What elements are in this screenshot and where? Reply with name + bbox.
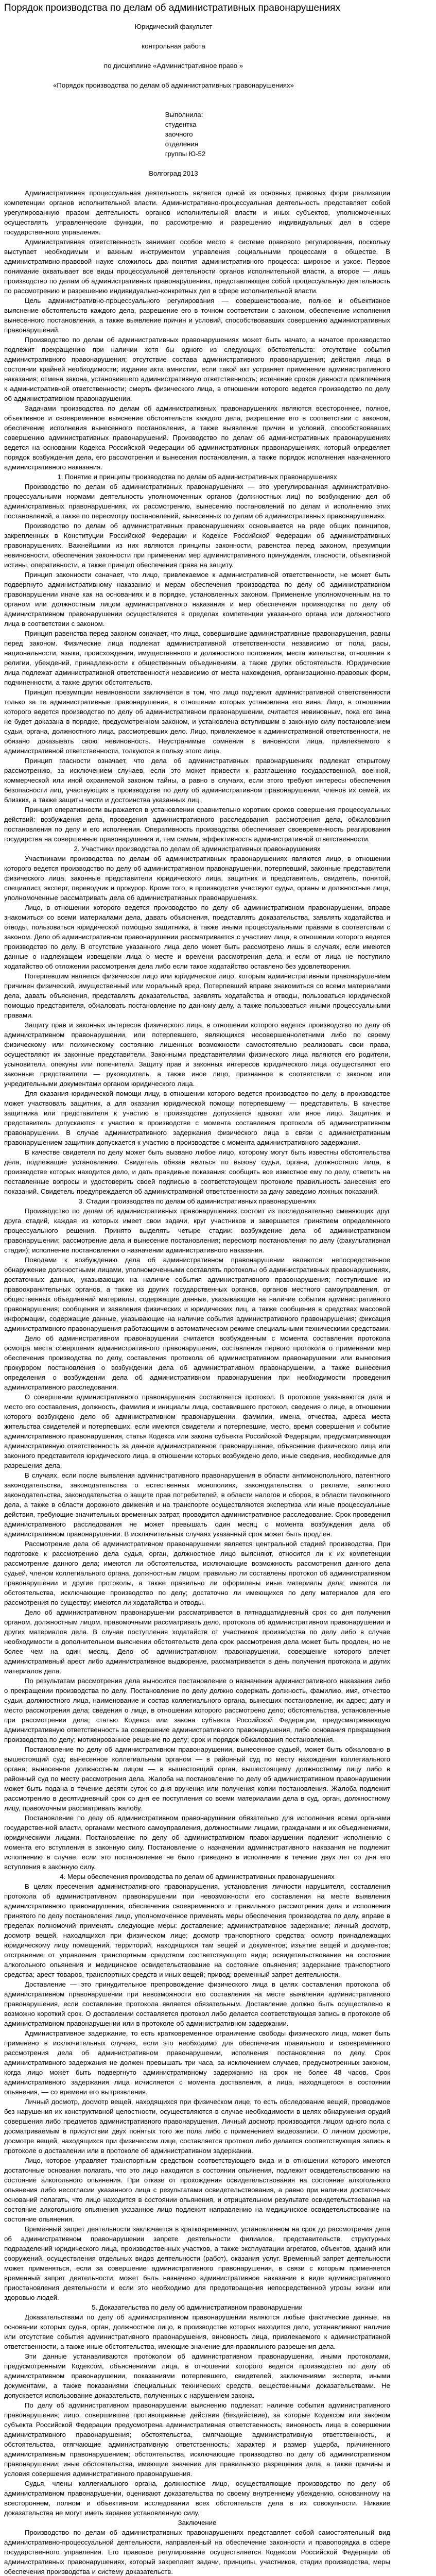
paragraph: По делу об административном правонарушении выяснению подлежат: наличие события административного правонарушения; лицо, совершившее противоправные действия (бездействие), за которые Кодексом или законом субъекта Российской Федерации предусмотрена административная ответственность; виновность лица в совершении административного правонарушения; обстоятельства, смягчающие административную ответственность, и обстоятельства, отягчающие административную ответственность; характер и размер ущерба, причиненного административным правонарушением; обстоятельства, исключающие производство по делу об административном правонарушении; иные обстоятельства, имеющие значение для правильного разрешения дела, а также причины и условия совершения административного правонарушения. — [4, 2401, 390, 2478]
paragraph: Для оказания юридической помощи лицу, в отношении которого ведется производство по делу, в производстве может участвовать защитник, а для оказания юридической помощи потерпевшему — представитель. В качестве защитника или представителя к участию в производстве допускается адвокат или иное лицо. Защитник и представитель допускаются к участию в производстве с момента составления протокола об административном правонарушении. В случае административного задержания физического лица в связи с административным правонарушением защитник допускается к участию в производстве с момента административного задержания. — [4, 1090, 390, 1146]
paragraph: Временный запрет деятельности заключается в кратковременном, установленном на срок до рассмотрения дела об административном правонарушении запрете деятельности филиалов, представительств, структурных подразделений юридического лица, производственных участков, а также эксплуатации агрегатов, объектов, зданий или сооружений, осуществления отдельных видов деятельности (работ), оказания услуг. Временный запрет деятельности может применяться, если за совершение административного правонарушения, в связи с которым применяется временный запрет деятельности, может быть назначено административное наказание в виде административного приостановления деятельности и если это необходимо для предотвращения непосредственной угрозы жизни или здоровью людей. — [4, 2225, 390, 2301]
paragraph: В целях пресечения административного правонарушения, установления личности нарушителя, составления протокола об административном правонарушении при невозможности его составления на месте выявления административного правонарушения, обеспечения своевременного и правильного рассмотрения дела и исполнения принятого по делу постановления лицо, уполномоченное применять меры обеспечения производства по делу, вправе в пределах полномочий применять следующие меры: доставление; административное задержание; личный досмотр, досмотр вещей, находящихся при физическом лице; досмотр транспортного средства; осмотр принадлежащих юридическому лицу помещений, территорий, находящихся там вещей и документов; изъятие вещей и документов; отстранение от управления транспортным средством соответствующего вида; освидетельствование на состояние алкогольного опьянения и медицинское освидетельствование на состояние опьянения; задержание транспортного средства; арест товаров, транспортных средств и иных вещей; привод; временный запрет деятельности. — [4, 1883, 390, 1978]
paragraph: Доказательствами по делу об административном правонарушении являются любые фактические данные, на основании которых судья, орган, должностное лицо, в производстве которых находится дело, устанавливают наличие или отсутствие события административного правонарушения, виновность лица, привлекаемого к административной ответственности, а также иные обстоятельства, имеющие значение для правильного разрешения дела. — [4, 2313, 390, 2350]
paragraph: Производство по делам об административных правонарушениях может быть начато, а начатое производство подлежит прекращению при наличии хотя бы одного из следующих обстоятельств: отсутствие события административного правонарушения; отсутствие состава административного правонарушения; действия лица в состоянии крайней необходимости; издание акта амнистии, если такой акт устраняет применение административного наказания; отмена закона, установившего административную ответственность; истечение сроков давности привлечения к административной ответственности; смерть физического лица, в отношении которого ведется производство по делу об административном правонарушении. — [4, 336, 390, 402]
section-heading: 4. Меры обеспечения производства по делам об административных правонарушениях — [60, 1873, 335, 1880]
discipline-line: по дисциплине «Административное право » — [103, 62, 243, 70]
paragraph: Постановление по делу об административном правонарушении, вынесенное судьей, может быть обжаловано в вышестоящий суд; вынесенное коллегиальным органом — в районный суд по месту нахождения коллегиального органа; вынесенное должностным лицом — в вышестоящий орган, вышестоящему должностному лицу либо в районный суд по месту рассмотрения дела. Жалоба на постановление по делу об административном правонарушении может быть подана в течение десяти суток со дня вручения или получения копии постановления. Жалоба подлежит рассмотрению в десятидневный срок со дня ее поступления со всеми материалами дела в суд, орган, должностному лицу, правомочным рассматривать жалобу. — [4, 1745, 390, 1812]
city-year-block — [25, 159, 322, 188]
paragraph: Дело об административном правонарушении рассматривается в пятнадцатидневный срок со дня получения органом, должностным лицом, правомочными рассматривать дело, протокола об административном правонарушении и других материалов дела. В случае поступления ходатайств от участников производства по делу либо в случае необходимости в дополнительном выяснении обстоятельств дела срок рассмотрения дела может быть продлен, но не более чем на один месяц. Дело об административном правонарушении, совершение которого влечет административный арест либо административное выдворение, рассматривается в день получения протокола и других материалов дела. — [4, 1608, 390, 1675]
paragraph: Лицо, в отношении которого ведется производство по делу об административном правонарушении, вправе знакомиться со всеми материалами дела, давать объяснения, представлять доказательства, заявлять ходатайства и отводы, пользоваться юридической помощью защитника, а также иными процессуальными правами в соответствии с законом. Дело об административном правонарушении рассматривается с участием лица, в отношении которого ведется производство по делу. В отсутствие указанного лица дело может быть рассмотрено лишь в случаях, если имеются данные о надлежащем извещении лица о месте и времени рассмотрения дела и если от лица не поступило ходатайство об отложении рассмотрения дела либо если такое ходатайство оставлено без удовлетворения. — [4, 904, 390, 970]
author-line: группы Ю-52 — [165, 150, 206, 158]
paragraph: Принцип гласности означает, что дела об административных правонарушениях подлежат открытому рассмотрению, за исключением случаев, если это может привести к разглашению государственной, военной, коммерческой или иной охраняемой законом тайны, а равно в случаях, если этого требуют интересы обеспечения безопасности лиц, участвующих в производстве по делу об административном правонарушении, членов их семей, их близких, а также защиты чести и достоинства указанных лиц. — [4, 757, 390, 804]
paragraph: Производство по делам об административных правонарушениях — это урегулированная административно-процессуальными нормами деятельность уполномоченных органов (должностных лиц) по возбуждению дел об административных правонарушениях, их рассмотрению, вынесению постановлений по делам и исполнению этих постановлений, а также по пересмотру постановлений, вынесенных по делам об административных правонарушениях. — [4, 483, 390, 520]
author-line: студентка — [165, 121, 197, 128]
section-heading: 5. Доказательства по делу об административном правонарушении — [92, 2303, 303, 2311]
paragraph: Административное задержание, то есть кратковременное ограничение свободы физического лица, может быть применено в исключительных случаях, если это необходимо для обеспечения правильного и своевременного рассмотрения дела об административном правонарушении, исполнения постановления по делу. Срок административного задержания не должен превышать три часа, за исключением случаев, предусмотренных законом, когда лицо может быть подвергнуто административному задержанию на срок не более 48 часов. Срок административного задержания лица исчисляется с момента доставления, а лица, находящегося в состоянии опьянения, — со времени его вытрезвления. — [4, 2029, 390, 2096]
paragraph: Лицо, которое управляет транспортным средством соответствующего вида и в отношении которого имеются достаточные основания полагать, что это лицо находится в состоянии опьянения, подлежит освидетельствованию на состояние алкогольного опьянения. При отказе от прохождения освидетельствования на состояние алкогольного опьянения либо несогласии указанного лица с результатами освидетельствования, а равно при наличии достаточных оснований полагать, что лицо находится в состоянии опьянения, и отрицательном результате освидетельствования на состояние алкогольного опьянения указанное лицо подлежит направлению на медицинское освидетельствование на состояние опьянения. — [4, 2157, 390, 2223]
faculty-line: Юридический факультет — [134, 23, 213, 30]
paragraph: Дело об административном правонарушении считается возбужденным с момента составления протокола осмотра места совершения административного правонарушения, составления первого протокола о применении мер обеспечения производства по делу, составления протокола об административном правонарушении или вынесения прокурором постановления о возбуждении дела об административном правонарушении, а также вынесения определения о возбуждении дела об административном правонарушении при необходимости проведения административного расследования. — [4, 1334, 390, 1391]
paragraph: Административная ответственность занимает особое место в системе правового регулирования, поскольку выступает необходимым и важным инструментом управления социальными процессами в обществе. В административно-правовой науке сложилось два понятия административного процесса: широкое и узкое. Первое понимание охватывает все виды процессуальной деятельности органов исполнительной власти, а второе — лишь производство по делам об административных правонарушениях, представляющее собой процессуальную деятельность по рассмотрению и разрешению индивидуально-конкретных дел в сфере исполнительной власти. — [4, 238, 390, 295]
paragraph: По результатам рассмотрения дела выносится постановление о назначении административного наказания либо о прекращении производства по делу. Постановление по делу должно содержать должность, фамилию, имя, отчество судьи, должностного лица, наименование и состав коллегиального органа, вынесших постановление, их адрес; дату и место рассмотрения дела; сведения о лице, в отношении которого рассмотрено дело; обстоятельства, установленные при рассмотрении дела; статью Кодекса или закона субъекта Российской Федерации, предусматривающую административную ответственность за совершение административного правонарушения, либо основания прекращения производства по делу; мотивированное решение по делу; срок и порядок обжалования постановления. — [4, 1677, 390, 1743]
document-title: Порядок производства по делам об административных правонарушениях — [4, 3, 340, 13]
paragraph: Производство по делам об административных правонарушениях представляет собой самостоятельный вид административно-процессуальной деятельности, направленный на обеспечение законности и правопорядка в сфере государственного управления. Его правовое регулирование осуществляется Кодексом Российской Федерации об административных правонарушениях, который закрепляет задачи, принципы, участников, стадии производства, меры обеспечения производства и систему доказательств. — [4, 2529, 390, 2575]
paragraph: Цель административно-процессуального регулирования — совершенствование, полное и объективное выяснение обстоятельств каждого дела, разрешение его в точном соответствии с законом, обеспечение исполнения вынесенного постановления, а также выявление причин и условий, способствовавших совершению административных правонарушений. — [4, 297, 390, 334]
section-heading: 3. Стадии производства по делам об административных правонарушениях — [78, 1197, 316, 1205]
author-line: заочного — [165, 130, 193, 138]
title-page — [25, 22, 322, 110]
paragraph: Постановление по делу об административном правонарушении обязательно для исполнения всеми органами государственной власти, органами местного самоуправления, должностными лицами, гражданами и их объединениями, юридическими лицами. Постановление по делу об административном правонарушении подлежит исполнению с момента его вступления в законную силу. Постановление о назначении административного наказания не подлежит исполнению в случае, если это постановление не было приведено в исполнение в течение двух лет со дня его вступления в законную силу. — [4, 1814, 390, 1871]
paragraph: Эти данные устанавливаются протоколом об административном правонарушении, иными протоколами, предусмотренными Кодексом, объяснениями лица, в отношении которого ведется производство по делу об административном правонарушении, показаниями потерпевшего, свидетелей, заключениями эксперта, иными документами, а также показаниями специальных технических средств, вещественными доказательствами. Не допускается использование доказательств, полученных с нарушением закона. — [4, 2352, 390, 2399]
author-line: Выполнила: — [165, 111, 203, 118]
paragraph: Судья, члены коллегиального органа, должностное лицо, осуществляющие производство по делу об административном правонарушении, оценивают доказательства по своему внутреннему убеждению, основанному на всестороннем, полном и объективном исследовании всех обстоятельств дела в их совокупности. Никакие доказательства не могут иметь заранее установленную силу. — [4, 2480, 390, 2517]
section-heading: Заключение — [178, 2519, 217, 2527]
paragraph: Участниками производства по делам об административных правонарушениях являются лицо, в отношении которого ведется производство по делу об административном правонарушении, потерпевший, законные представители физического лица, законные представители юридического лица, защитник и представитель, свидетель, понятой, специалист, эксперт, переводчик и прокурор. Кроме того, в производстве участвуют судьи, органы и должностные лица, уполномоченные рассматривать дела об административных правонарушениях. — [4, 855, 390, 902]
paragraph: Доставление — это принудительное препровождение физического лица в целях составления протокола об административном правонарушении при невозможности его составления на месте выявления административного правонарушения, если составление протокола является обязательным. Доставление должно быть осуществлено в возможно короткий срок. О доставлении составляется протокол либо делается соответствующая запись в протоколе об административном правонарушении или в протоколе об административном задержании. — [4, 1980, 390, 2027]
work-type-line: контрольная работа — [142, 42, 205, 50]
section-heading: 2. Участники производства по делам об административных правонарушениях — [74, 845, 321, 853]
paragraph: Принцип оперативности выражается в установлении сравнительно коротких сроков совершения процессуальных действий: возбуждения дела, проведения административного расследования, рассмотрения дела, обжалования постановления по делу и его исполнения. Оперативность производства обеспечивает своевременность реагирования государства на совершенные правонарушения и, тем самым, эффективность административной ответственности. — [4, 806, 390, 843]
paragraph: Личный досмотр, досмотр вещей, находящихся при физическом лице, то есть обследование вещей, проводимое без нарушения их конструктивной целостности, осуществляются в случае необходимости в целях обнаружения орудий совершения либо предметов административного правонарушения. Личный досмотр производится лицом одного пола с досматриваемым в присутствии двух понятых того же пола либо с применением видеозаписи. О личном досмотре, досмотре вещей, находящихся при физическом лице, составляется протокол либо делается соответствующая запись в протоколе о доставлении или в протоколе об административном задержании. — [4, 2098, 390, 2155]
author-line: отделения — [165, 140, 198, 148]
document-body — [4, 188, 390, 2576]
city-year-line: Волгоград 2013 — [149, 170, 198, 177]
paragraph: Производство по делам об административных правонарушениях состоит из последовательно сменяющих друг друга стадий, каждая из которых имеет свои задачи, круг участников и завершается принятием определенного процессуального решения. Принято выделять четыре стадии: возбуждение дела об административном правонарушении; рассмотрение дела и вынесение постановления; пересмотр постановления по делу (факультативная стадия); исполнение постановления о назначении административного наказания. — [4, 1207, 390, 1254]
section-heading: 1. Понятие и принципы производства по делам об административных правонарушениях — [57, 473, 337, 481]
paragraph: Принцип презумпции невиновности заключается в том, что лицо подлежит административной ответственности только за те административные правонарушения, в отношении которых установлена его вина. Лицо, в отношении которого ведется производство по делу об административном правонарушении, считается невиновным, пока его вина не будет доказана в порядке, предусмотренном законом, и установлена вступившим в законную силу постановлением судьи, органа, должностного лица, рассмотревших дело. Лицо, привлекаемое к административной ответственности, не обязано доказывать свою невиновность. Неустранимые сомнения в виновности лица, привлекаемого к административной ответственности, толкуются в пользу этого лица. — [4, 688, 390, 755]
paragraph: Потерпевшим является физическое лицо или юридическое лицо, которым административным правонарушением причинен физический, имущественный или моральный вред. Потерпевший вправе знакомиться со всеми материалами дела, давать объяснения, представлять доказательства, заявлять ходатайства и отводы, пользоваться юридической помощью представителя, обжаловать постановление по данному делу, а также пользоваться иными процессуальными правами. — [4, 972, 390, 1019]
paragraph: Защиту прав и законных интересов физического лица, в отношении которого ведется производство по делу об административном правонарушении, или потерпевшего, являющихся несовершеннолетними либо по своему физическому или психическому состоянию лишенных возможности самостоятельно реализовать свои права, осуществляют их законные представители. Законными представителями физического лица являются его родители, усыновители, опекуны или попечители. Защиту прав и законных интересов юридического лица осуществляют его законные представители — руководитель, а также иное лицо, признанное в соответствии с законом или учредительными документами органом юридического лица. — [4, 1021, 390, 1088]
author-block — [25, 110, 322, 159]
paragraph: В качестве свидетеля по делу может быть вызвано любое лицо, которому могут быть известны обстоятельства дела, подлежащие установлению. Свидетель обязан явиться по вызову судьи, органа, должностного лица, в производстве которых находится дело, и дать правдивые показания: сообщить все известное ему по делу, ответить на поставленные вопросы и удостоверить своей подписью в соответствующем протоколе правильность занесения его показаний. Свидетель предупреждается об административной ответственности за дачу заведомо ложных показаний. — [4, 1148, 390, 1195]
paragraph: В случаях, если после выявления административного правонарушения в области антимонопольного, патентного законодательства, законодательства о естественных монополиях, законодательства о рекламе, валютного законодательства, законодательства о защите прав потребителей, в области налогов и сборов, в области таможенного дела, а также в области дорожного движения и на транспорте осуществляются экспертиза или иные процессуальные действия, требующие значительных временных затрат, проводится административное расследование. Срок проведения административного расследования не может превышать один месяц с момента возбуждения дела об административном правонарушении. В исключительных случаях указанный срок может быть продлен. — [4, 1471, 390, 1538]
paragraph: О совершении административного правонарушения составляется протокол. В протоколе указываются дата и место его составления, должность, фамилия и инициалы лица, составившего протокол, сведения о лице, в отношении которого возбуждено дело об административном правонарушении, фамилии, имена, отчества, адреса места жительства свидетелей и потерпевших, если имеются свидетели и потерпевшие, место, время совершения и событие административного правонарушения, статья Кодекса или закона субъекта Российской Федерации, предусматривающая административную ответственность за данное административное правонарушение, объяснение физического лица или законного представителя юридического лица, в отношении которых возбуждено дело, иные сведения, необходимые для разрешения дела. — [4, 1393, 390, 1469]
paragraph: Поводами к возбуждению дела об административном правонарушении являются: непосредственное обнаружение должностными лицами, уполномоченными составлять протоколы об административных правонарушениях, достаточных данных, указывающих на наличие события административного правонарушения; поступившие из правоохранительных органов, а также из других государственных органов, органов местного самоуправления, от общественных объединений материалы, содержащие данные, указывающие на наличие события административного правонарушения; сообщения и заявления физических и юридических лиц, а также сообщения в средствах массовой информации, содержащие данные, указывающие на наличие события административного правонарушения; фиксация административного правонарушения работающими в автоматическом режиме специальными техническими средствами. — [4, 1256, 390, 1332]
topic-line: «Порядок производства по делам об административных правонарушениях» — [53, 81, 294, 89]
paragraph: Задачами производства по делам об административных правонарушениях являются всестороннее, полное, объективное и своевременное выяснение обстоятельств каждого дела, разрешение его в соответствии с законом, обеспечение исполнения вынесенного постановления, а также выявление причин и условий, способствовавших совершению административных правонарушений. Производство по делам об административных правонарушениях ведется на основании Кодекса Российской Федерации об административных правонарушениях, который определяет порядок возбуждения дела, его рассмотрения и вынесения постановления, а также порядок исполнения назначенного административного наказания. — [4, 404, 390, 471]
author-lines — [165, 110, 205, 159]
paragraph: Производство по делам об административных правонарушениях основывается на ряде общих принципов, закрепленных в Конституции Российской Федерации и Кодексе Российской Федерации об административных правонарушениях. Важнейшими из них являются принципы законности, равенства перед законом, презумпции невиновности, обеспечения законности при применении мер административного принуждения, гласности, объективной истины, оперативности, а также принцип обеспечения права на защиту. — [4, 522, 390, 569]
paragraph: Административная процессуальная деятельность является одной из основных правовых форм реализации компетенции органов исполнительной власти. Административно-процессуальная деятельность представляет собой урегулированную правом деятельность органов исполнительной власти и иных субъектов, уполномоченных осуществлять управленческие функции, по рассмотрению и разрешению индивидуальных дел в сфере государственного управления. — [4, 189, 390, 236]
paragraph: Принцип законности означает, что лицо, привлекаемое к административной ответственности, не может быть подвергнуто административному наказанию и мерам обеспечения производства по делу об административном правонарушении иначе как на основаниях и в порядке, установленных законом. Применение уполномоченным на то органом или должностным лицом административного наказания и мер обеспечения производства по делу об административном правонарушении осуществляется в пределах компетенции указанного органа или должностного лица в соответствии с законом. — [4, 571, 390, 628]
paragraph: Рассмотрение дела об административном правонарушении является центральной стадией производства. При подготовке к рассмотрению дела судья, орган, должностное лицо выясняют, относится ли к их компетенции рассмотрение данного дела; имеются ли обстоятельства, исключающие возможность рассмотрения данного дела судьей, членом коллегиального органа, должностным лицом; правильно ли составлены протокол об административном правонарушении и другие протоколы, а также правильно ли оформлены иные материалы дела; имеются ли обстоятельства, исключающие производство по делу; достаточно ли имеющихся по делу материалов для его рассмотрения по существу; имеются ли ходатайства и отводы. — [4, 1540, 390, 1606]
paragraph: Принцип равенства перед законом означает, что лица, совершившие административные правонарушения, равны перед законом. Физические лица подлежат административной ответственности независимо от пола, расы, национальности, языка, происхождения, имущественного и должностного положения, места жительства, отношения к религии, убеждений, принадлежности к общественным объединениям, а также других обстоятельств. Юридические лица подлежат административной ответственности независимо от места нахождения, организационно-правовых форм, подчиненности, а также других обстоятельств. — [4, 630, 390, 686]
